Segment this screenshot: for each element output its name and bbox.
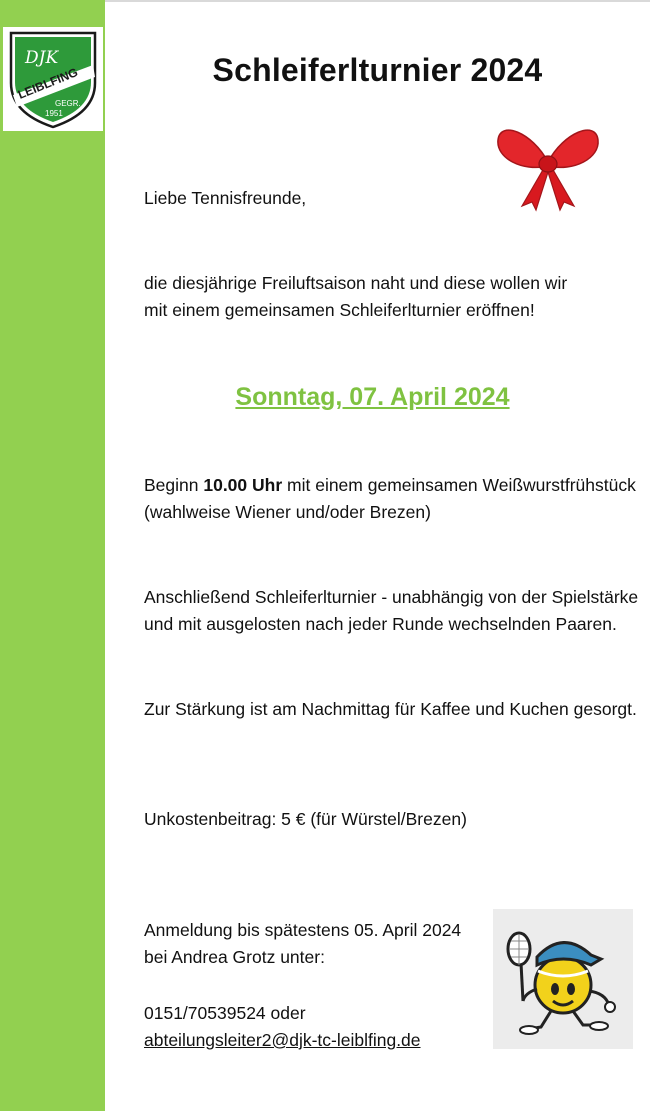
tournament-line-2: und mit ausgelosten nach jeder Runde wechselnden Paaren.	[144, 614, 617, 634]
tournament-line-1: Anschließend Schleiferlturnier - unabhängig von der Spielstärke	[144, 587, 639, 607]
start-line-2: (wahlweise Wiener und/oder Brezen)	[144, 502, 431, 522]
coffee-text: Zur Stärkung ist am Nachmittag für Kaffee und Kuchen gesorgt.	[144, 699, 637, 719]
intro-line-1: die diesjährige Freiluftsaison naht und diese wollen wir	[144, 273, 568, 293]
green-sidebar	[0, 0, 105, 1111]
shield-logo-icon	[3, 27, 103, 131]
intro-paragraph	[144, 270, 567, 324]
tennis-ball-player-icon	[493, 909, 633, 1049]
page-title: Schleiferlturnier 2024	[212, 52, 543, 88]
event-date: Sonntag, 07. April 2024	[235, 383, 510, 411]
phone-number: 0151/70539524 oder	[144, 1003, 306, 1023]
svg-text:GEGR.: GEGR.	[55, 99, 81, 108]
start-time: 10.00 Uhr	[203, 475, 283, 495]
svg-text:LEIBLFING: LEIBLFING	[15, 65, 80, 102]
svg-text:DJK: DJK	[25, 48, 59, 68]
greeting-text: Liebe Tennisfreunde,	[144, 188, 307, 208]
start-paragraph	[144, 472, 636, 526]
ribbon-bow-icon	[492, 122, 604, 212]
club-logo	[3, 27, 103, 131]
start-line-1	[144, 472, 636, 499]
contact-paragraph	[144, 1000, 421, 1054]
start-prefix: Beginn	[144, 475, 204, 495]
email-link[interactable]: abteilungsleiter2@djk-tc-leiblfing.de	[144, 1030, 421, 1050]
intro-line-2: mit einem gemeinsamen Schleiferlturnier eröffnen!	[144, 300, 535, 320]
start-suffix: mit einem gemeinsamen Weißwurstfrühstück	[282, 475, 636, 495]
tournament-paragraph	[144, 584, 638, 638]
cost-text: Unkostenbeitrag: 5 € (für Würstel/Brezen)	[144, 809, 467, 829]
registration-line-2: bei Andrea Grotz unter:	[144, 947, 325, 967]
tennis-player-image	[493, 909, 633, 1049]
top-border	[105, 0, 650, 2]
registration-line-1: Anmeldung bis spätestens 05. April 2024	[144, 920, 462, 940]
svg-text:1951: 1951	[45, 109, 63, 118]
registration-paragraph	[144, 917, 461, 971]
